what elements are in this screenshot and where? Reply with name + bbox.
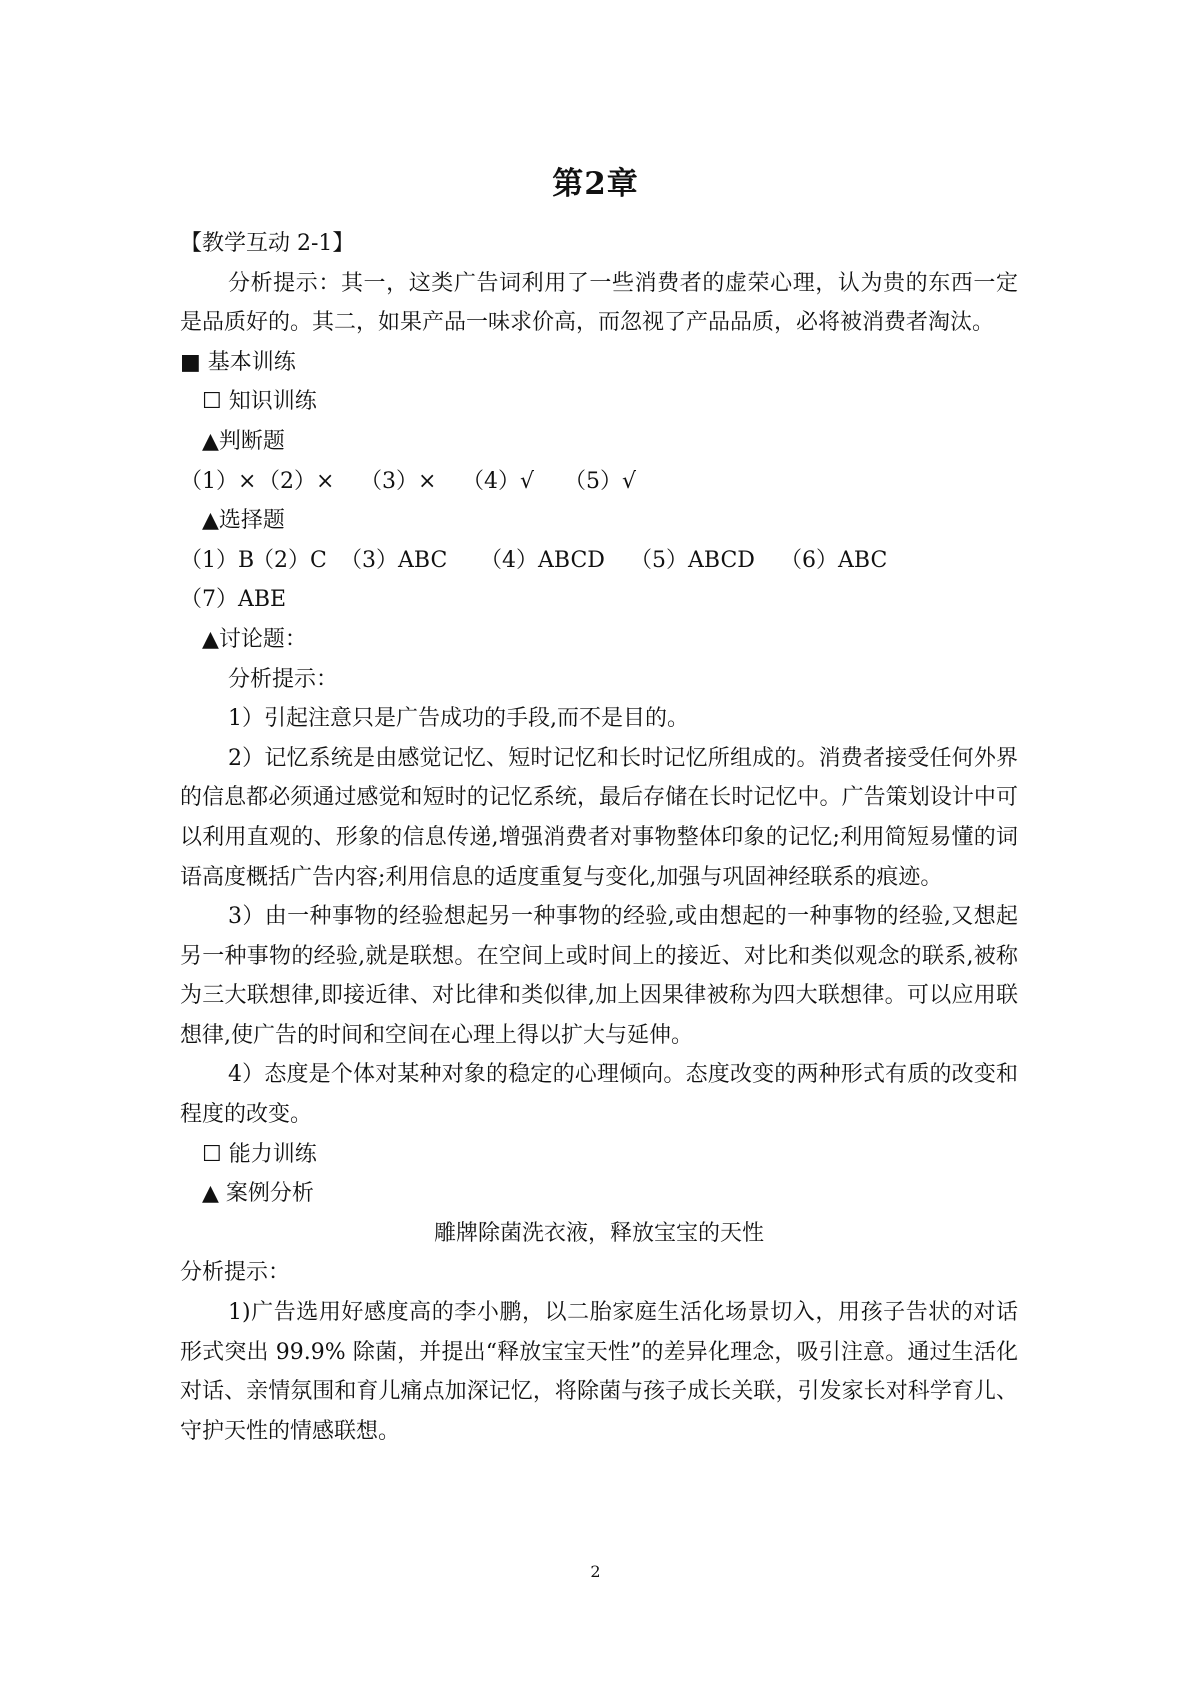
- case-point: 1)广告选用好感度高的李小鹏，以二胎家庭生活化场景切入，用孩子告状的对话形式突出 99.9% 除菌，并提出“释放宝宝天性”的差异化理念，吸引注意。通过生活化对话、亲情氛围和育儿痛点加深记忆，将除菌与孩子成长关联，引发家长对科学育儿、守护天性的情感联想。: [180, 1300, 1018, 1444]
- judge-answer: （5）√: [564, 468, 637, 494]
- choice-answer: （2）C: [252, 547, 327, 573]
- chapter-title: 第2章: [552, 166, 639, 202]
- page-content: [180, 224, 1018, 1451]
- case-heading: ▲ 案例分析: [202, 1181, 314, 1207]
- choice-answer: （4）ABCD: [480, 547, 605, 573]
- discussion-hint: 分析提示：: [228, 666, 339, 692]
- choice-heading: ▲选择题: [202, 508, 285, 534]
- section-header: 【教学互动 2-1】: [180, 231, 355, 256]
- discussion-point: 3）由一种事物的经验想起另一种事物的经验,或由想起的一种事物的经验,又想起另一种事物的经验,就是联想。在空间上或时间上的接近、对比和类似观念的联系,被称为三大联想律,即接近律、对比律和类似律,加上因果律被称为四大联想律。可以应用联想律,使广告的时间和空间在心理上得以扩大与延伸。: [180, 904, 1018, 1048]
- intro-paragraph: 分析提示：其一，这类广告词利用了一些消费者的虚荣心理，认为贵的东西一定是品质好的。其二，如果产品一味求价高，而忽视了产品品质，必将被消费者淘汰。: [180, 270, 1018, 336]
- judge-answer: （4）√: [462, 468, 535, 494]
- case-hint: 分析提示：: [180, 1260, 291, 1286]
- judge-answer: （3）×: [360, 468, 437, 494]
- discussion-point: 1）引起注意只是广告成功的手段,而不是目的。: [228, 706, 689, 732]
- choice-answer: （5）ABCD: [630, 547, 755, 573]
- choice-answer: （7）ABE: [180, 587, 287, 613]
- judge-answer: （1）×: [180, 468, 257, 494]
- choice-answer: （1）B: [180, 547, 255, 573]
- choice-answers-row-1: [180, 541, 1018, 581]
- knowledge-training-heading: ☐ 知识训练: [202, 389, 317, 415]
- discussion-point: 2）记忆系统是由感觉记忆、短时记忆和长时记忆所组成的。消费者接受任何外界的信息都必须通过感觉和短时的记忆系统，最后存储在长时记忆中。广告策划设计中可以利用直观的、形象的信息传递,增强消费者对事物整体印象的记忆;利用简短易懂的词语高度概括广告内容;利用信息的适度重复与变化,加强与巩固神经联系的痕迹。: [180, 745, 1018, 890]
- discussion-heading: ▲讨论题：: [202, 626, 307, 652]
- choice-answers-row-2: [180, 580, 1018, 620]
- judge-answer: （2）×: [258, 468, 335, 494]
- discussion-point: 4）态度是个体对某种对象的稳定的心理倾向。态度改变的两种形式有质的改变和程度的改变。: [180, 1062, 1018, 1128]
- judge-heading: ▲判断题: [202, 428, 285, 454]
- case-title: 雕牌除菌洗衣液，释放宝宝的天性: [433, 1220, 764, 1246]
- page-number: 2: [590, 1562, 601, 1581]
- judge-answers: [180, 462, 1018, 502]
- choice-answer: （3）ABC: [340, 547, 448, 573]
- choice-answer: （6）ABC: [780, 547, 888, 573]
- basic-training-heading: ■ 基本训练: [180, 349, 296, 375]
- ability-training-heading: ☐ 能力训练: [202, 1141, 317, 1167]
